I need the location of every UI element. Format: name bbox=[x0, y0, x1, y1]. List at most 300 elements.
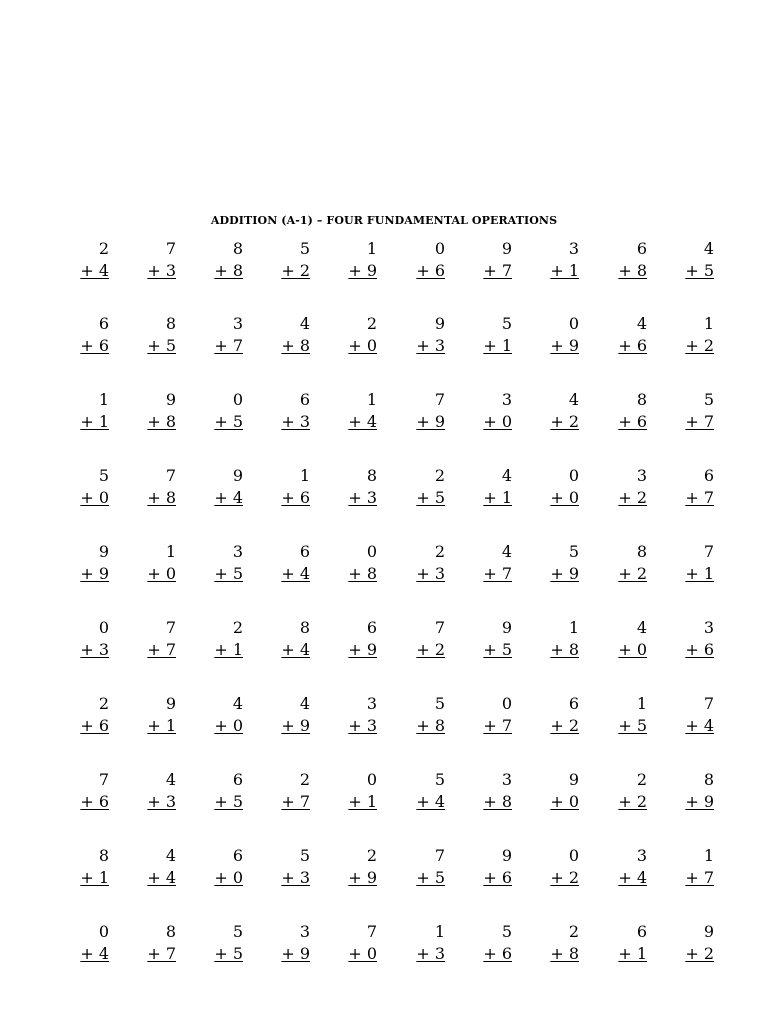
addend-bottom: + 7 bbox=[685, 412, 714, 431]
addend-bottom: + 5 bbox=[685, 261, 714, 280]
addend-top: 8 bbox=[366, 466, 377, 485]
addend-top: 9 bbox=[501, 846, 512, 865]
addition-problem bbox=[405, 389, 445, 433]
addend-bottom: + 0 bbox=[348, 944, 377, 963]
addend-bottom: + 1 bbox=[550, 261, 579, 280]
addend-bottom: + 6 bbox=[281, 488, 310, 507]
addition-problem bbox=[136, 238, 176, 282]
addend-top: 8 bbox=[165, 922, 176, 941]
addend-top: 1 bbox=[98, 390, 109, 409]
addition-problem bbox=[69, 541, 109, 585]
addition-problem bbox=[472, 541, 512, 585]
addition-problem bbox=[136, 845, 176, 889]
addend-top: 9 bbox=[165, 390, 176, 409]
addend-bottom: + 4 bbox=[147, 868, 176, 887]
addition-problem bbox=[69, 238, 109, 282]
addend-top: 3 bbox=[636, 466, 647, 485]
addition-problem bbox=[69, 389, 109, 433]
addend-bottom: + 3 bbox=[281, 868, 310, 887]
addend-bottom: + 3 bbox=[348, 488, 377, 507]
addend-bottom: + 0 bbox=[214, 868, 243, 887]
addition-problem bbox=[472, 238, 512, 282]
addition-problem bbox=[405, 769, 445, 813]
addition-problem bbox=[337, 617, 377, 661]
addend-bottom: + 5 bbox=[214, 792, 243, 811]
addend-bottom: + 7 bbox=[483, 564, 512, 583]
addend-top: 7 bbox=[165, 618, 176, 637]
addend-bottom: + 8 bbox=[348, 564, 377, 583]
addend-top: 5 bbox=[98, 466, 109, 485]
addition-problem bbox=[607, 845, 647, 889]
addend-bottom: + 6 bbox=[685, 640, 714, 659]
addition-problem bbox=[607, 617, 647, 661]
addition-problem bbox=[203, 769, 243, 813]
addend-top: 9 bbox=[98, 542, 109, 561]
addition-problem bbox=[270, 769, 310, 813]
addend-top: 1 bbox=[568, 618, 579, 637]
addend-top: 4 bbox=[501, 542, 512, 561]
addend-bottom: + 1 bbox=[80, 412, 109, 431]
addend-top: 0 bbox=[568, 314, 579, 333]
addend-bottom: + 7 bbox=[147, 944, 176, 963]
addend-bottom: + 7 bbox=[685, 868, 714, 887]
addend-bottom: + 3 bbox=[147, 261, 176, 280]
addend-top: 3 bbox=[501, 770, 512, 789]
addend-bottom: + 6 bbox=[80, 716, 109, 735]
addition-problem bbox=[472, 465, 512, 509]
addition-problem bbox=[674, 693, 714, 737]
addend-bottom: + 3 bbox=[416, 336, 445, 355]
addend-top: 6 bbox=[299, 390, 310, 409]
addend-bottom: + 4 bbox=[348, 412, 377, 431]
addition-problem bbox=[607, 238, 647, 282]
addition-problem bbox=[405, 921, 445, 965]
addend-bottom: + 1 bbox=[80, 868, 109, 887]
addend-top: 6 bbox=[98, 314, 109, 333]
addend-top: 3 bbox=[232, 542, 243, 561]
addend-bottom: + 0 bbox=[147, 564, 176, 583]
addend-top: 0 bbox=[232, 390, 243, 409]
addition-problem bbox=[337, 313, 377, 357]
addend-top: 0 bbox=[434, 239, 445, 258]
addition-problem bbox=[203, 541, 243, 585]
addend-bottom: + 7 bbox=[281, 792, 310, 811]
addition-problem bbox=[674, 389, 714, 433]
addend-bottom: + 1 bbox=[483, 336, 512, 355]
addend-top: 5 bbox=[568, 542, 579, 561]
addition-problem bbox=[337, 541, 377, 585]
addition-problem bbox=[337, 238, 377, 282]
addend-top: 6 bbox=[299, 542, 310, 561]
addition-problem bbox=[405, 313, 445, 357]
addend-bottom: + 8 bbox=[416, 716, 445, 735]
addition-problem bbox=[539, 541, 579, 585]
addend-bottom: + 3 bbox=[80, 640, 109, 659]
addend-top: 0 bbox=[98, 922, 109, 941]
addend-bottom: + 2 bbox=[550, 868, 579, 887]
addend-top: 3 bbox=[636, 846, 647, 865]
addend-top: 6 bbox=[232, 770, 243, 789]
addition-problem bbox=[69, 769, 109, 813]
addend-top: 5 bbox=[434, 770, 445, 789]
addend-bottom: + 9 bbox=[80, 564, 109, 583]
addend-bottom: + 7 bbox=[483, 716, 512, 735]
addend-bottom: + 5 bbox=[416, 488, 445, 507]
addition-problem bbox=[136, 617, 176, 661]
addition-problem bbox=[405, 541, 445, 585]
addition-problem bbox=[539, 845, 579, 889]
addend-top: 1 bbox=[703, 314, 714, 333]
addend-bottom: + 2 bbox=[416, 640, 445, 659]
addend-top: 1 bbox=[299, 466, 310, 485]
addition-problem bbox=[472, 845, 512, 889]
addend-top: 9 bbox=[568, 770, 579, 789]
addition-problem bbox=[270, 238, 310, 282]
addend-top: 8 bbox=[232, 239, 243, 258]
addend-bottom: + 2 bbox=[618, 488, 647, 507]
addend-bottom: + 1 bbox=[685, 564, 714, 583]
addition-problem bbox=[203, 845, 243, 889]
addend-bottom: + 5 bbox=[214, 944, 243, 963]
addition-problem bbox=[405, 238, 445, 282]
addend-top: 4 bbox=[299, 694, 310, 713]
addend-bottom: + 4 bbox=[281, 640, 310, 659]
addition-problem bbox=[136, 921, 176, 965]
addition-problem bbox=[270, 617, 310, 661]
addition-problem bbox=[69, 693, 109, 737]
addition-problem bbox=[405, 617, 445, 661]
addition-problem bbox=[270, 921, 310, 965]
addition-problem bbox=[472, 313, 512, 357]
addition-problem bbox=[203, 465, 243, 509]
addend-bottom: + 6 bbox=[618, 336, 647, 355]
addend-top: 5 bbox=[703, 390, 714, 409]
addition-problem bbox=[270, 389, 310, 433]
addend-bottom: + 2 bbox=[550, 412, 579, 431]
addend-bottom: + 9 bbox=[348, 640, 377, 659]
addend-top: 2 bbox=[434, 466, 445, 485]
addend-top: 4 bbox=[165, 770, 176, 789]
addend-bottom: + 6 bbox=[618, 412, 647, 431]
addend-top: 0 bbox=[366, 542, 377, 561]
addend-bottom: + 9 bbox=[281, 944, 310, 963]
addend-top: 2 bbox=[98, 694, 109, 713]
addend-top: 9 bbox=[501, 239, 512, 258]
addend-bottom: + 6 bbox=[80, 336, 109, 355]
addend-top: 3 bbox=[568, 239, 579, 258]
addend-bottom: + 4 bbox=[214, 488, 243, 507]
addend-bottom: + 6 bbox=[80, 792, 109, 811]
addition-problem bbox=[136, 541, 176, 585]
addend-top: 3 bbox=[366, 694, 377, 713]
addend-top: 9 bbox=[434, 314, 445, 333]
addition-problem bbox=[270, 313, 310, 357]
addition-problem bbox=[539, 465, 579, 509]
addition-problem bbox=[69, 617, 109, 661]
addend-top: 1 bbox=[366, 239, 377, 258]
addition-problem bbox=[203, 693, 243, 737]
addend-top: 4 bbox=[703, 239, 714, 258]
addend-bottom: + 4 bbox=[281, 564, 310, 583]
addition-problem bbox=[270, 541, 310, 585]
addend-top: 7 bbox=[165, 466, 176, 485]
addition-problem bbox=[539, 769, 579, 813]
addend-top: 0 bbox=[501, 694, 512, 713]
addend-top: 8 bbox=[98, 846, 109, 865]
addition-problem bbox=[607, 465, 647, 509]
addition-problem bbox=[674, 769, 714, 813]
addend-top: 2 bbox=[366, 314, 377, 333]
addend-bottom: + 9 bbox=[348, 868, 377, 887]
addend-top: 4 bbox=[165, 846, 176, 865]
addend-bottom: + 1 bbox=[214, 640, 243, 659]
addend-bottom: + 5 bbox=[214, 564, 243, 583]
addend-bottom: + 2 bbox=[550, 716, 579, 735]
addition-problem bbox=[607, 769, 647, 813]
addend-top: 6 bbox=[636, 922, 647, 941]
addition-problem bbox=[539, 313, 579, 357]
addend-top: 4 bbox=[232, 694, 243, 713]
addition-problem bbox=[607, 921, 647, 965]
addend-bottom: + 2 bbox=[618, 792, 647, 811]
addend-top: 2 bbox=[299, 770, 310, 789]
addition-problem bbox=[337, 693, 377, 737]
addition-problem bbox=[69, 313, 109, 357]
addend-top: 4 bbox=[636, 618, 647, 637]
addend-bottom: + 3 bbox=[281, 412, 310, 431]
addend-top: 7 bbox=[165, 239, 176, 258]
addend-top: 4 bbox=[299, 314, 310, 333]
addend-top: 8 bbox=[703, 770, 714, 789]
addend-top: 9 bbox=[165, 694, 176, 713]
addition-problem bbox=[674, 921, 714, 965]
addend-bottom: + 4 bbox=[618, 868, 647, 887]
addition-problem bbox=[136, 389, 176, 433]
addition-problem bbox=[539, 693, 579, 737]
addend-bottom: + 7 bbox=[483, 261, 512, 280]
addend-top: 7 bbox=[434, 846, 445, 865]
addend-top: 4 bbox=[501, 466, 512, 485]
addend-bottom: + 5 bbox=[214, 412, 243, 431]
addition-problem bbox=[203, 238, 243, 282]
addend-top: 9 bbox=[232, 466, 243, 485]
addend-bottom: + 9 bbox=[416, 412, 445, 431]
addend-bottom: + 9 bbox=[348, 261, 377, 280]
addition-problem bbox=[607, 313, 647, 357]
addend-bottom: + 2 bbox=[685, 944, 714, 963]
addend-bottom: + 4 bbox=[685, 716, 714, 735]
addition-problem bbox=[674, 238, 714, 282]
addend-bottom: + 1 bbox=[618, 944, 647, 963]
addend-bottom: + 8 bbox=[550, 944, 579, 963]
addend-bottom: + 9 bbox=[550, 564, 579, 583]
addend-bottom: + 9 bbox=[281, 716, 310, 735]
addition-problem bbox=[674, 617, 714, 661]
addend-top: 2 bbox=[366, 846, 377, 865]
addition-problem bbox=[607, 541, 647, 585]
addition-problem bbox=[136, 313, 176, 357]
addend-top: 6 bbox=[232, 846, 243, 865]
addend-top: 5 bbox=[434, 694, 445, 713]
addend-top: 6 bbox=[568, 694, 579, 713]
addition-problem bbox=[270, 465, 310, 509]
addend-top: 2 bbox=[232, 618, 243, 637]
addend-bottom: + 0 bbox=[550, 792, 579, 811]
addend-bottom: + 7 bbox=[685, 488, 714, 507]
addition-problem bbox=[136, 465, 176, 509]
addition-problem bbox=[405, 465, 445, 509]
addend-top: 3 bbox=[299, 922, 310, 941]
addend-bottom: + 9 bbox=[685, 792, 714, 811]
addend-bottom: + 5 bbox=[618, 716, 647, 735]
addend-top: 3 bbox=[501, 390, 512, 409]
addition-problem bbox=[203, 921, 243, 965]
addend-top: 9 bbox=[703, 922, 714, 941]
addend-top: 5 bbox=[501, 314, 512, 333]
addend-top: 4 bbox=[636, 314, 647, 333]
addend-bottom: + 0 bbox=[618, 640, 647, 659]
addend-bottom: + 0 bbox=[214, 716, 243, 735]
addend-top: 2 bbox=[636, 770, 647, 789]
addend-bottom: + 8 bbox=[214, 261, 243, 280]
addend-top: 0 bbox=[366, 770, 377, 789]
addend-bottom: + 3 bbox=[416, 944, 445, 963]
addition-problem bbox=[607, 693, 647, 737]
addend-bottom: + 0 bbox=[80, 488, 109, 507]
addend-bottom: + 8 bbox=[618, 261, 647, 280]
addend-bottom: + 7 bbox=[214, 336, 243, 355]
addition-problem bbox=[203, 313, 243, 357]
addend-top: 2 bbox=[98, 239, 109, 258]
addend-top: 5 bbox=[299, 846, 310, 865]
addend-bottom: + 1 bbox=[147, 716, 176, 735]
addend-bottom: + 2 bbox=[685, 336, 714, 355]
addend-bottom: + 0 bbox=[348, 336, 377, 355]
addend-bottom: + 2 bbox=[281, 261, 310, 280]
addition-problem bbox=[472, 389, 512, 433]
addition-problem bbox=[674, 465, 714, 509]
addition-problem bbox=[472, 769, 512, 813]
addition-problem bbox=[472, 921, 512, 965]
addition-problem bbox=[69, 465, 109, 509]
addend-bottom: + 8 bbox=[147, 488, 176, 507]
addend-top: 6 bbox=[703, 466, 714, 485]
addition-problem bbox=[539, 389, 579, 433]
addition-problem bbox=[405, 845, 445, 889]
addition-problem bbox=[203, 617, 243, 661]
addition-problem bbox=[539, 238, 579, 282]
addend-top: 2 bbox=[568, 922, 579, 941]
addend-top: 5 bbox=[299, 239, 310, 258]
addend-top: 8 bbox=[299, 618, 310, 637]
addend-bottom: + 3 bbox=[348, 716, 377, 735]
addition-problem bbox=[270, 693, 310, 737]
addend-top: 7 bbox=[98, 770, 109, 789]
addend-top: 0 bbox=[98, 618, 109, 637]
addend-top: 1 bbox=[636, 694, 647, 713]
addend-bottom: + 4 bbox=[80, 261, 109, 280]
addend-top: 8 bbox=[165, 314, 176, 333]
addend-top: 1 bbox=[366, 390, 377, 409]
addend-top: 6 bbox=[366, 618, 377, 637]
addend-top: 5 bbox=[501, 922, 512, 941]
addend-bottom: + 6 bbox=[483, 868, 512, 887]
addend-bottom: + 7 bbox=[147, 640, 176, 659]
addition-problem bbox=[203, 389, 243, 433]
addition-problem bbox=[674, 541, 714, 585]
addend-bottom: + 0 bbox=[550, 488, 579, 507]
addend-top: 1 bbox=[703, 846, 714, 865]
addend-top: 7 bbox=[366, 922, 377, 941]
addend-top: 1 bbox=[165, 542, 176, 561]
addend-bottom: + 2 bbox=[618, 564, 647, 583]
addend-bottom: + 3 bbox=[147, 792, 176, 811]
worksheet-title: ADDITION (A-1) – FOUR FUNDAMENTAL OPERATIONS bbox=[210, 214, 558, 227]
addend-top: 0 bbox=[568, 846, 579, 865]
addend-bottom: + 5 bbox=[147, 336, 176, 355]
addition-problem bbox=[337, 769, 377, 813]
addition-problem bbox=[337, 465, 377, 509]
addend-top: 3 bbox=[703, 618, 714, 637]
addition-problem bbox=[69, 845, 109, 889]
addend-bottom: + 6 bbox=[483, 944, 512, 963]
addend-bottom: + 6 bbox=[416, 261, 445, 280]
addition-problem bbox=[136, 769, 176, 813]
addition-problem bbox=[337, 921, 377, 965]
addition-problem bbox=[405, 693, 445, 737]
addition-problem bbox=[607, 389, 647, 433]
addend-top: 9 bbox=[501, 618, 512, 637]
addend-top: 8 bbox=[636, 542, 647, 561]
addition-problem bbox=[539, 921, 579, 965]
addend-top: 7 bbox=[434, 618, 445, 637]
addend-top: 7 bbox=[434, 390, 445, 409]
addition-problem bbox=[674, 845, 714, 889]
addition-problem bbox=[270, 845, 310, 889]
addend-bottom: + 0 bbox=[483, 412, 512, 431]
addend-bottom: + 5 bbox=[483, 640, 512, 659]
addition-problem bbox=[337, 389, 377, 433]
addition-problem bbox=[472, 617, 512, 661]
addend-bottom: + 8 bbox=[550, 640, 579, 659]
addition-problem bbox=[69, 921, 109, 965]
addend-top: 7 bbox=[703, 694, 714, 713]
addend-top: 3 bbox=[232, 314, 243, 333]
addend-bottom: + 8 bbox=[281, 336, 310, 355]
addend-bottom: + 5 bbox=[416, 868, 445, 887]
addition-problem bbox=[674, 313, 714, 357]
addend-bottom: + 1 bbox=[483, 488, 512, 507]
addend-bottom: + 1 bbox=[348, 792, 377, 811]
addend-bottom: + 8 bbox=[483, 792, 512, 811]
addend-bottom: + 3 bbox=[416, 564, 445, 583]
addend-bottom: + 8 bbox=[147, 412, 176, 431]
addend-top: 8 bbox=[636, 390, 647, 409]
addend-top: 2 bbox=[434, 542, 445, 561]
addend-bottom: + 9 bbox=[550, 336, 579, 355]
addition-problem bbox=[539, 617, 579, 661]
addend-top: 4 bbox=[568, 390, 579, 409]
addition-problem bbox=[337, 845, 377, 889]
addend-bottom: + 4 bbox=[416, 792, 445, 811]
addend-top: 6 bbox=[636, 239, 647, 258]
addend-top: 7 bbox=[703, 542, 714, 561]
addend-bottom: + 4 bbox=[80, 944, 109, 963]
addend-top: 1 bbox=[434, 922, 445, 941]
addition-problem bbox=[472, 693, 512, 737]
addend-top: 5 bbox=[232, 922, 243, 941]
addend-top: 0 bbox=[568, 466, 579, 485]
